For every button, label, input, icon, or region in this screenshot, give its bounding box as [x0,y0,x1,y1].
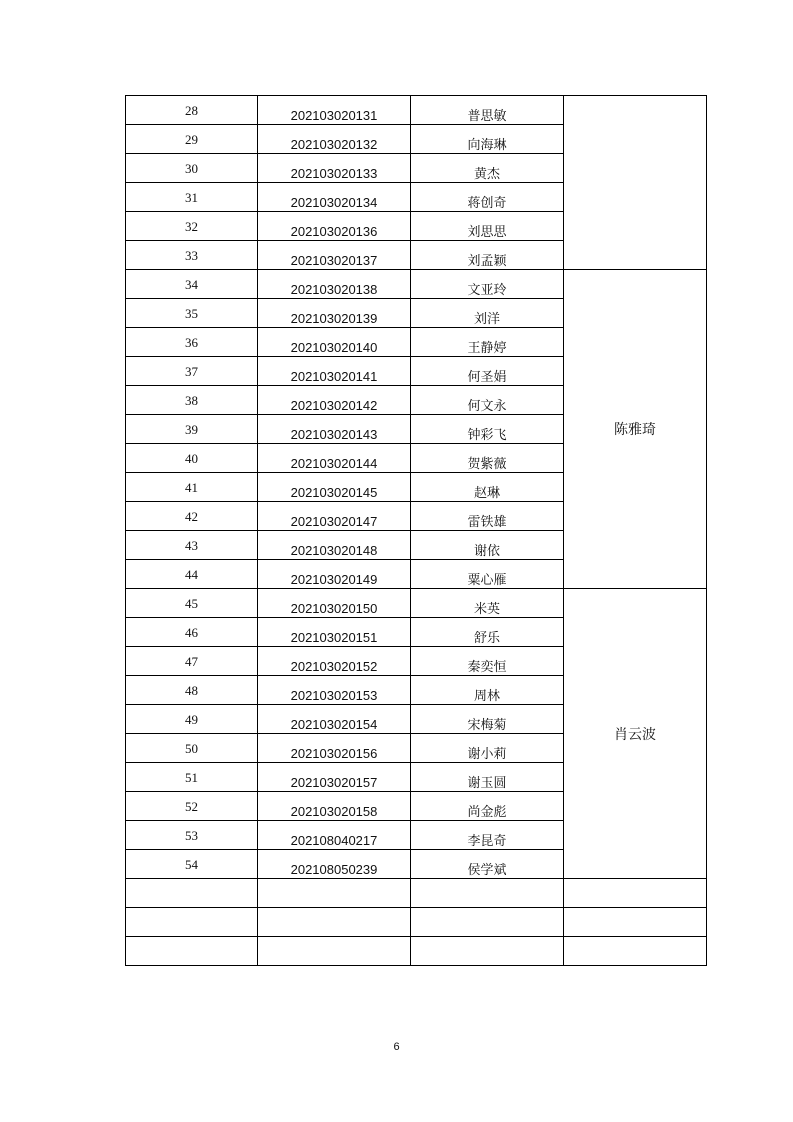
student-id: 202103020156 [258,734,411,763]
row-number: 40 [126,444,258,473]
student-name: 赵琳 [411,473,564,502]
student-id: 202103020153 [258,676,411,705]
student-id: 202103020140 [258,328,411,357]
empty-cell [411,908,564,937]
row-number: 29 [126,125,258,154]
row-number: 42 [126,502,258,531]
table-row [126,589,707,618]
row-number: 33 [126,241,258,270]
row-number: 45 [126,589,258,618]
student-name: 刘孟颖 [411,241,564,270]
student-id: 202103020137 [258,241,411,270]
empty-cell [126,908,258,937]
student-name: 普思敏 [411,96,564,125]
empty-cell [411,879,564,908]
student-id: 202108040217 [258,821,411,850]
table-row [126,270,707,299]
empty-cell [564,908,707,937]
student-name: 尚金彪 [411,792,564,821]
student-id: 202103020138 [258,270,411,299]
empty-cell [126,937,258,966]
student-name: 舒乐 [411,618,564,647]
row-number: 47 [126,647,258,676]
student-roster-table [125,95,707,966]
student-id: 202103020136 [258,212,411,241]
row-number: 39 [126,415,258,444]
student-name: 刘思思 [411,212,564,241]
student-name: 宋梅菊 [411,705,564,734]
student-id: 202103020131 [258,96,411,125]
row-number: 44 [126,560,258,589]
student-name: 谢小莉 [411,734,564,763]
student-name: 王静婷 [411,328,564,357]
student-name: 周林 [411,676,564,705]
roster-body [126,96,707,966]
student-name: 秦奕恒 [411,647,564,676]
student-id: 202103020133 [258,154,411,183]
student-id: 202103020152 [258,647,411,676]
student-name: 刘洋 [411,299,564,328]
student-name: 何圣娟 [411,357,564,386]
table-row [126,96,707,125]
row-number: 49 [126,705,258,734]
student-name: 黄杰 [411,154,564,183]
student-name: 粟心雁 [411,560,564,589]
student-id: 202103020132 [258,125,411,154]
student-name: 向海琳 [411,125,564,154]
row-number: 32 [126,212,258,241]
student-name: 李昆奇 [411,821,564,850]
student-id: 202103020150 [258,589,411,618]
student-id: 202103020145 [258,473,411,502]
student-name: 米英 [411,589,564,618]
student-name: 谢玉圆 [411,763,564,792]
student-name: 蒋创奇 [411,183,564,212]
student-name: 侯学斌 [411,850,564,879]
row-number: 34 [126,270,258,299]
row-number: 43 [126,531,258,560]
row-number: 36 [126,328,258,357]
student-id: 202103020149 [258,560,411,589]
row-number: 51 [126,763,258,792]
empty-cell [258,937,411,966]
row-number: 35 [126,299,258,328]
student-name: 贺紫薇 [411,444,564,473]
row-number: 52 [126,792,258,821]
row-number: 41 [126,473,258,502]
student-id: 202103020143 [258,415,411,444]
row-number: 50 [126,734,258,763]
row-number: 53 [126,821,258,850]
row-number: 54 [126,850,258,879]
empty-cell [126,879,258,908]
student-id: 202103020151 [258,618,411,647]
student-name: 钟彩飞 [411,415,564,444]
student-id: 202103020158 [258,792,411,821]
empty-cell [564,879,707,908]
advisor-cell: 肖云波 [564,589,707,879]
student-name: 谢依 [411,531,564,560]
row-number: 28 [126,96,258,125]
student-id: 202103020157 [258,763,411,792]
student-id: 202103020142 [258,386,411,415]
student-id: 202103020144 [258,444,411,473]
row-number: 30 [126,154,258,183]
student-name: 何文永 [411,386,564,415]
empty-cell [411,937,564,966]
row-number: 46 [126,618,258,647]
empty-row [126,937,707,966]
empty-cell [564,937,707,966]
student-name: 文亚玲 [411,270,564,299]
row-number: 38 [126,386,258,415]
student-id: 202103020148 [258,531,411,560]
empty-cell [258,879,411,908]
student-id: 202103020139 [258,299,411,328]
student-name: 雷铁雄 [411,502,564,531]
row-number: 31 [126,183,258,212]
student-id: 202103020141 [258,357,411,386]
page-number: 6 [393,1041,400,1053]
advisor-cell [564,96,707,270]
row-number: 48 [126,676,258,705]
student-id: 202103020134 [258,183,411,212]
student-id: 202103020154 [258,705,411,734]
student-id: 202108050239 [258,850,411,879]
empty-row [126,879,707,908]
empty-row [126,908,707,937]
advisor-cell: 陈雅琦 [564,270,707,589]
student-id: 202103020147 [258,502,411,531]
empty-cell [258,908,411,937]
row-number: 37 [126,357,258,386]
